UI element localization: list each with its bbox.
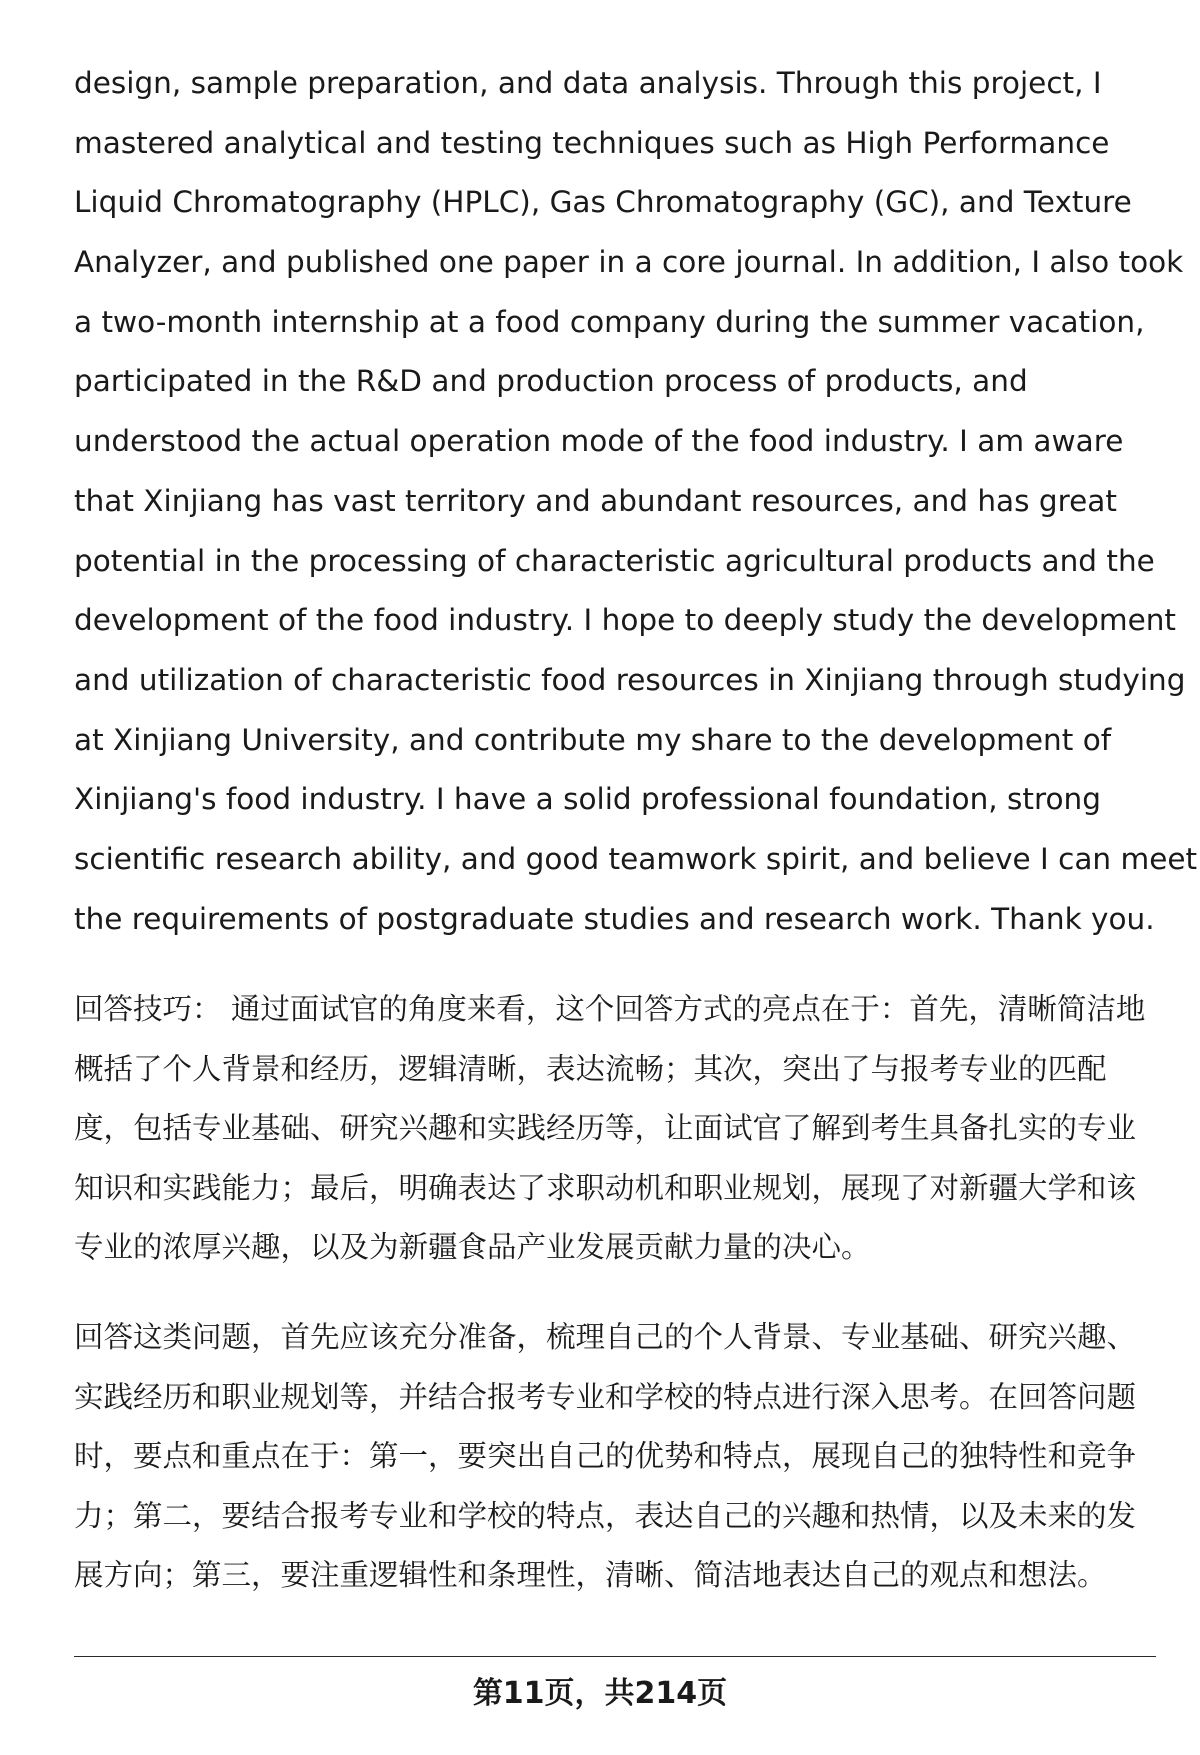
text-line: 度，包括专业基础、研究兴趣和实践经历等，让面试官了解到考生具备扎实的专业 (74, 1111, 1137, 1145)
text-line: and utilization of characteristic food resources in Xinjiang through studying (74, 662, 1186, 697)
answer-advice-paragraph (74, 1308, 1154, 1606)
text-line: Analyzer, and published one paper in a core journal. In addition, I also took (74, 245, 1184, 280)
text-line: 时，要点和重点在于：第一，要突出自己的优势和特点，展现自己的独特性和竞争 (74, 1439, 1137, 1473)
english-answer-paragraph (74, 54, 1198, 949)
text-line: 知识和实践能力；最后，明确表达了求职动机和职业规划，展现了对新疆大学和该 (74, 1170, 1137, 1205)
text-line: 专业的浓厚兴趣，以及为新疆食品产业发展贡献力量的决心。 (74, 1230, 871, 1264)
page-number: 第11页，共214页 (472, 1676, 728, 1711)
text-line: 回答这类问题，首先应该充分准备，梳理自己的个人背景、专业基础、研究兴趣、 (74, 1320, 1137, 1354)
text-line: Xinjiang's food industry. I have a solid professional foundation, strong (74, 782, 1101, 817)
text-line: mastered analytical and testing techniques such as High Performance (74, 125, 1110, 160)
text-line: potential in the processing of characteristic agricultural products and the (74, 543, 1155, 578)
answer-tips-paragraph (74, 980, 1154, 1278)
text-line: 力；第二，要结合报考专业和学校的特点，表达自己的兴趣和热情，以及未来的发 (74, 1498, 1137, 1533)
text-line: that Xinjiang has vast territory and abundant resources, and has great (74, 483, 1117, 518)
text-line: the requirements of postgraduate studies and research work. Thank you. (74, 901, 1155, 936)
text-line: development of the food industry. I hope to deeply study the development (74, 603, 1176, 638)
text-line: Liquid Chromatography (HPLC), Gas Chromatography (GC), and Texture (74, 185, 1132, 220)
text-line: a two-month internship at a food company during the summer vacation, (74, 304, 1145, 339)
text-line: 概括了个人背景和经历，逻辑清晰，表达流畅；其次，突出了与报考专业的匹配 (74, 1051, 1107, 1086)
text-line: 展方向；第三，要注重逻辑性和条理性，清晰、简洁地表达自己的观点和想法。 (74, 1558, 1107, 1592)
text-line: scientific research ability, and good teamwork spirit, and believe I can meet (74, 841, 1198, 876)
text-line: design, sample preparation, and data analysis. Through this project, I (74, 66, 1102, 100)
text-line: participated in the R&D and production process of products, and (74, 364, 1028, 399)
text-line: 回答技巧： 通过面试官的角度来看，这个回答方式的亮点在于：首先，清晰简洁地 (74, 992, 1146, 1026)
text-line: 实践经历和职业规划等，并结合报考专业和学校的特点进行深入思考。在回答问题 (74, 1379, 1137, 1414)
text-line: understood the actual operation mode of the food industry. I am aware (74, 424, 1124, 459)
text-line: at Xinjiang University, and contribute my share to the development of (74, 722, 1112, 757)
footer-divider (74, 1656, 1156, 1657)
